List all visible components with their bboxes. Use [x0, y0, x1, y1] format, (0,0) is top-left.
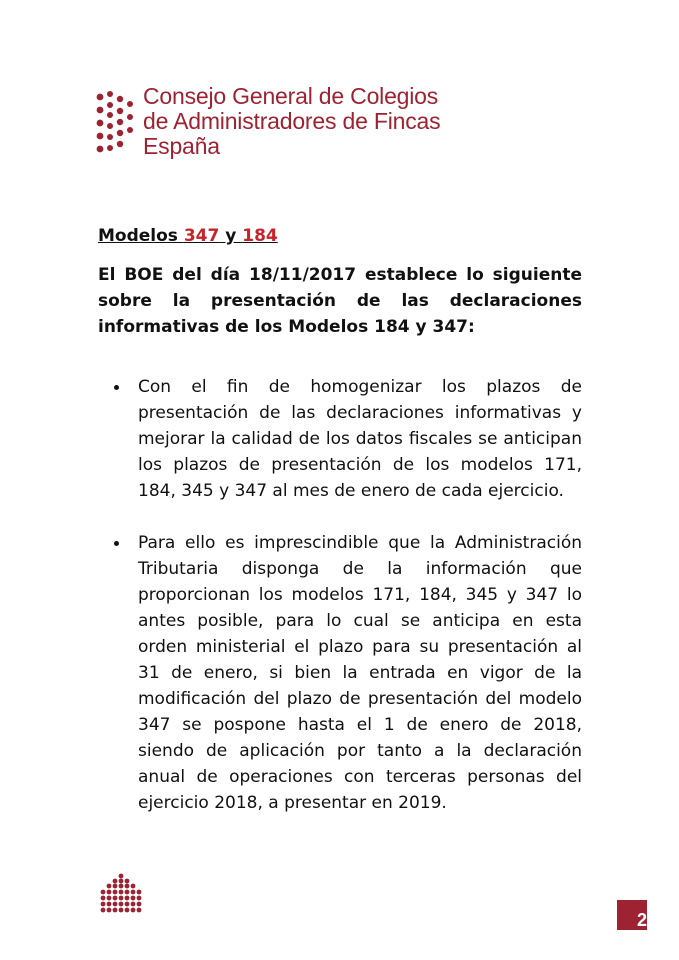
bullet-icon — [114, 541, 119, 546]
list-item-text: Para ello es imprescindible que la Administración Tributaria disponga de la información que proporcionan los modelos 171, 184, 345 y 347 lo antes posible, para lo cual se anticipa en esta orden ministerial el plazo para su presentación al 31 de enero, si bien la entrada en vigor de la modificación del plazo de presentación del modelo 347 se pospone hasta el 1 de enero de 2018, siendo de aplicación por tanto a la declaración anual de operaciones con terceras personas del ejercicio 2018, a presentar en 2019. — [138, 533, 582, 813]
bullet-list — [98, 374, 582, 816]
heading-prefix: Modelos — [98, 226, 184, 246]
section-heading — [98, 226, 278, 246]
organization-name — [143, 84, 440, 159]
page-number: 2 — [637, 910, 648, 930]
bullet-icon — [114, 385, 119, 390]
logo-icon — [96, 91, 136, 157]
list-item — [98, 530, 582, 816]
org-name-line-1: Consejo General de Colegios — [143, 83, 439, 109]
heading-separator: y — [219, 226, 243, 246]
org-name-line-2: de Administradores de Fincas — [143, 108, 441, 134]
model-184-link[interactable]: 184 — [242, 226, 278, 246]
org-name-line-3: España — [143, 133, 220, 159]
model-347-link[interactable]: 347 — [183, 226, 220, 246]
footer-logo-icon — [98, 873, 144, 915]
list-item — [98, 374, 582, 504]
list-item-text: Con el fin de homogenizar los plazos de presentación de las declaraciones informativas y mejorar la calidad de los datos fiscales se anticipan los plazos de presentación de los modelos 171, 184, 345 y 347 al mes de enero de cada ejercicio. — [138, 377, 582, 501]
intro-paragraph: El BOE del día 18/11/2017 establece lo siguiente sobre la presentación de las declaraciones informativas de los Modelos 184 y 347: — [98, 265, 582, 337]
